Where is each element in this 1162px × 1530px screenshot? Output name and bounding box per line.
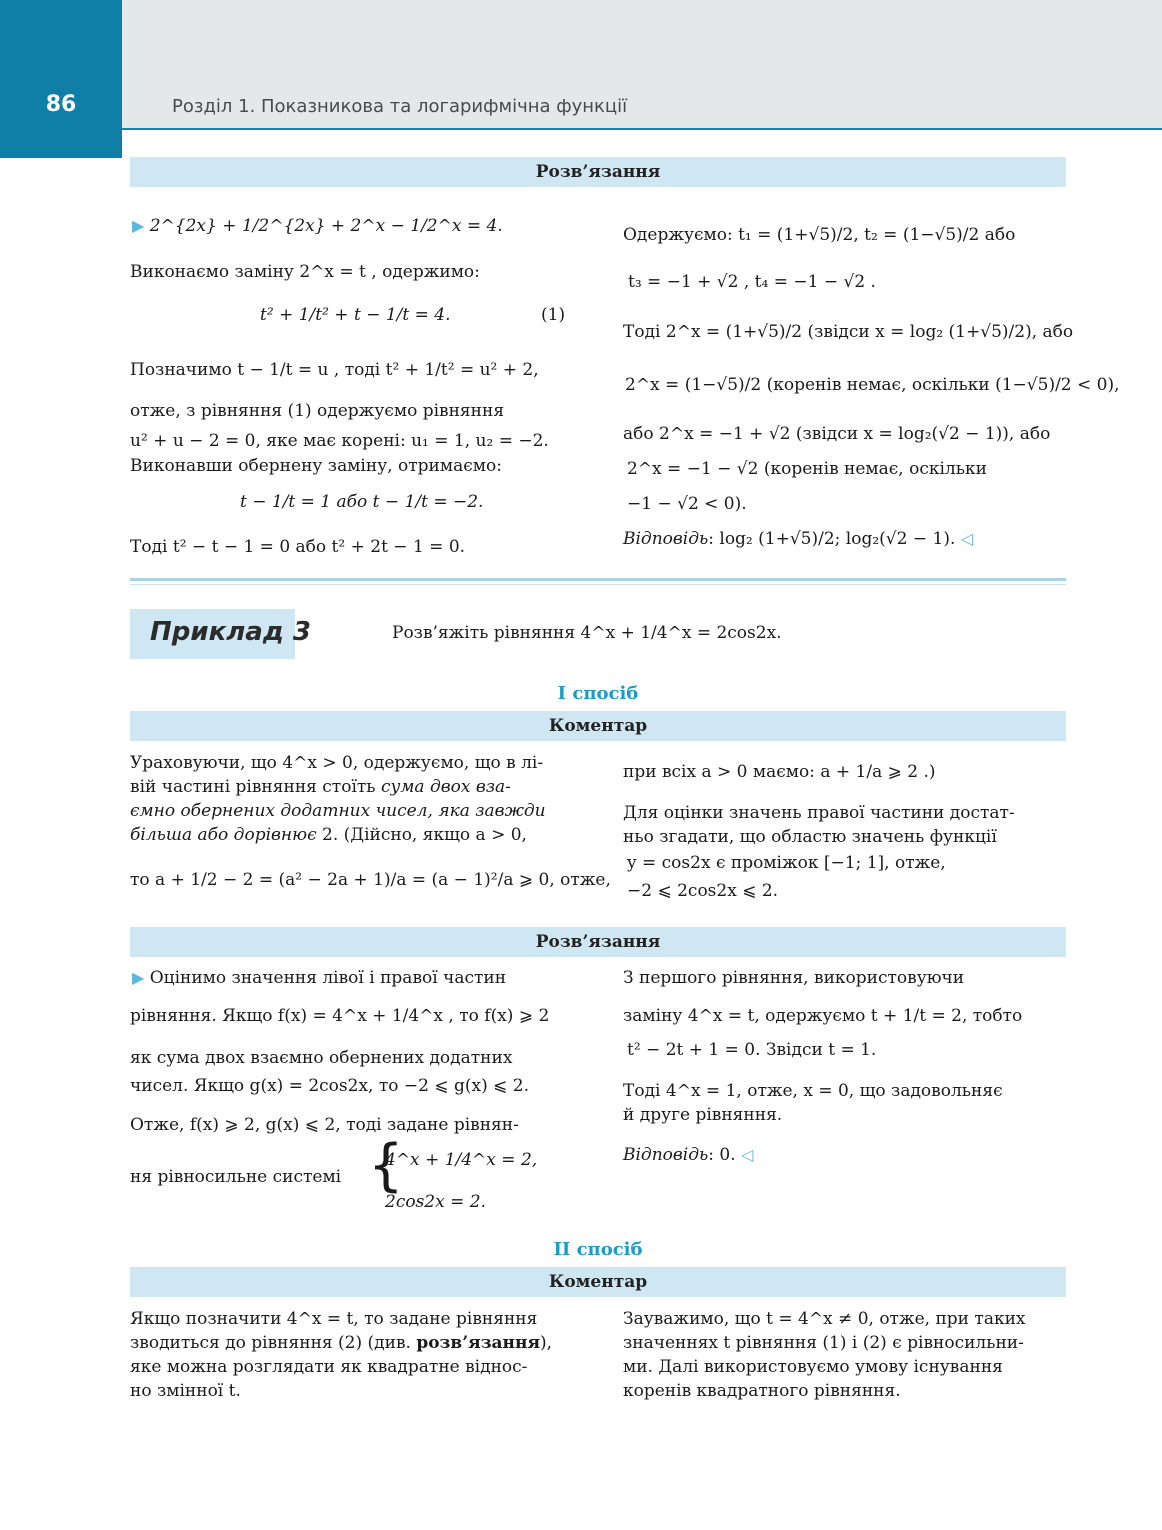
text-line: [130, 1333, 552, 1353]
text: вій частині рівняння стоїть: [130, 777, 381, 797]
text-line: Якщо позначити 4^x = t, то задане рівняння: [130, 1309, 538, 1329]
text-line: яке можна розглядати як квадратне віднос-: [130, 1357, 528, 1377]
solution-band-1: Розв’язання: [130, 157, 1066, 187]
equation: 2^{2x} + 1/2^{2x} + 2^x − 1/2^x = 4.: [149, 216, 503, 236]
text-line: [130, 825, 527, 845]
answer-value: : log₂ (1+√5)/2; log₂(√2 − 1).: [708, 529, 956, 549]
text-line: 2^x = −1 − √2 (коренів немає, оскільки: [627, 459, 987, 479]
text-line: Для оцінки значень правої частини достат-: [623, 803, 1015, 823]
text-line: Зауважимо, що t = 4^x ≠ 0, отже, при таких: [623, 1309, 1026, 1329]
method-1-title: I спосіб: [557, 683, 639, 704]
equation-number: (1): [541, 305, 566, 325]
answer-value: : 0.: [708, 1145, 736, 1165]
text: зводиться до рівняння (2) (див.: [130, 1333, 417, 1353]
text-line: Тоді 4^x = 1, отже, x = 0, що задовольняє: [623, 1081, 1003, 1101]
equation-2: t − 1/t = 1 або t − 1/t = −2.: [240, 492, 484, 512]
example-task: Розв’яжіть рівняння 4^x + 1/4^x = 2cos2x.: [392, 623, 782, 643]
text-line-italic: ємно обернених додатних чисел, яка завжди: [130, 801, 546, 821]
text: ),: [540, 1333, 553, 1353]
text-line: Одержуємо: t₁ = (1+√5)/2, t₂ = (1−√5)/2 або: [623, 225, 1016, 245]
system-eq-2: 2cos2x = 2.: [385, 1192, 486, 1212]
text-line: ньо згадати, що областю значень функції: [623, 827, 997, 847]
method-2-title: II спосіб: [553, 1239, 643, 1260]
text-line: або 2^x = −1 + √2 (звідси x = log₂(√2 − 1)), або: [623, 424, 1051, 444]
text-line: ми. Далі використовуємо умову існування: [623, 1357, 1003, 1377]
text: 2. (Дійсно, якщо a > 0,: [316, 825, 527, 845]
text-line: t₃ = −1 + √2 , t₄ = −1 − √2 .: [628, 272, 876, 292]
text-line: −1 − √2 < 0).: [627, 494, 747, 514]
page-number: 86: [45, 92, 77, 117]
text-line: 2^x = (1−√5)/2 (коренів немає, оскільки (1−√5)/2 < 0),: [625, 375, 1120, 395]
section-divider: [130, 578, 1066, 581]
text-line: t² − 2t + 1 = 0. Звідси t = 1.: [627, 1040, 877, 1060]
text-line: З першого рівняння, використовуючи: [623, 968, 965, 988]
text-line: ня рівносильне системі: [130, 1167, 342, 1187]
end-triangle-icon: ◁: [960, 529, 974, 548]
example-label: Приклад 3: [150, 617, 311, 647]
text-line: но змінної t.: [130, 1381, 241, 1401]
answer-line: [623, 1145, 753, 1165]
text-line: значеннях t рівняння (1) і (2) є рівносильни-: [623, 1333, 1024, 1353]
comment-band-2: Коментар: [130, 1267, 1066, 1297]
answer-label: Відповідь: [623, 529, 709, 549]
text-line: заміну 4^x = t, одержуємо t + 1/t = 2, тобто: [623, 1006, 1023, 1026]
text-line: отже, з рівняння (1) одержуємо рівняння: [130, 401, 505, 421]
answer-line: [623, 529, 973, 549]
text-line: чисел. Якщо g(x) = 2cos2x, то −2 ⩽ g(x) ⩽ 2.: [130, 1076, 530, 1096]
section-divider-thin: [130, 584, 1066, 585]
text-italic: більша або дорівнює: [130, 825, 317, 845]
answer-label: Відповідь: [623, 1145, 709, 1165]
text-line: Отже, f(x) ⩾ 2, g(x) ⩽ 2, тоді задане рівнян-: [130, 1115, 519, 1135]
end-triangle-icon: ◁: [741, 1145, 754, 1164]
header-rule: [122, 128, 1162, 130]
chapter-title: Розділ 1. Показникова та логарифмічна функції: [172, 96, 628, 117]
text-line: Ураховуючи, що 4^x > 0, одержуємо, що в лі-: [130, 753, 544, 773]
text-line: −2 ⩽ 2cos2x ⩽ 2.: [627, 881, 779, 901]
text-line: [130, 777, 511, 797]
bullet-triangle-icon: ▶: [132, 216, 145, 235]
comment-band-1: Коментар: [130, 711, 1066, 741]
text-line: Виконаємо заміну 2^x = t , одержимо:: [130, 262, 480, 282]
text-line: й друге рівняння.: [623, 1105, 783, 1125]
text-line: рівняння. Якщо f(x) = 4^x + 1/4^x , то f(x) ⩾ 2: [130, 1006, 550, 1026]
text: Оцінимо значення лівої і правої частин: [149, 968, 507, 988]
text-line: y = cos2x є проміжок [−1; 1], отже,: [627, 853, 946, 873]
eq-start-line: [132, 216, 503, 236]
text-line: Виконавши обернену заміну, отримаємо:: [130, 456, 502, 476]
text-line: то a + 1/2 − 2 = (a² − 2a + 1)/a = (a − 1)²/a ⩾ 0, отже,: [130, 870, 611, 890]
text-line: Тоді 2^x = (1+√5)/2 (звідси x = log₂ (1+√5)/2), або: [623, 322, 1074, 342]
bullet-triangle-icon: ▶: [132, 968, 145, 987]
text-bold: розв’язання: [416, 1333, 541, 1353]
text-line: u² + u − 2 = 0, яке має корені: u₁ = 1, u₂ = −2.: [130, 431, 549, 451]
equation-1: t² + 1/t² + t − 1/t = 4.: [260, 305, 451, 325]
text-line: Позначимо t − 1/t = u , тоді t² + 1/t² = u² + 2,: [130, 360, 539, 380]
text-line: [132, 968, 506, 988]
text-line: як сума двох взаємно обернених додатних: [130, 1048, 513, 1068]
solution-band-2: Розв’язання: [130, 927, 1066, 957]
text-line: Тоді t² − t − 1 = 0 або t² + 2t − 1 = 0.: [130, 537, 466, 557]
left-brace-icon: {: [368, 1133, 404, 1198]
text-line: коренів квадратного рівняння.: [623, 1381, 901, 1401]
text-italic: сума двох вза-: [380, 777, 511, 797]
system-eq-1: 4^x + 1/4^x = 2,: [385, 1150, 538, 1170]
page-number-box: [0, 0, 122, 158]
text-line: при всіх a > 0 маємо: a + 1/a ⩾ 2 .): [623, 762, 936, 782]
